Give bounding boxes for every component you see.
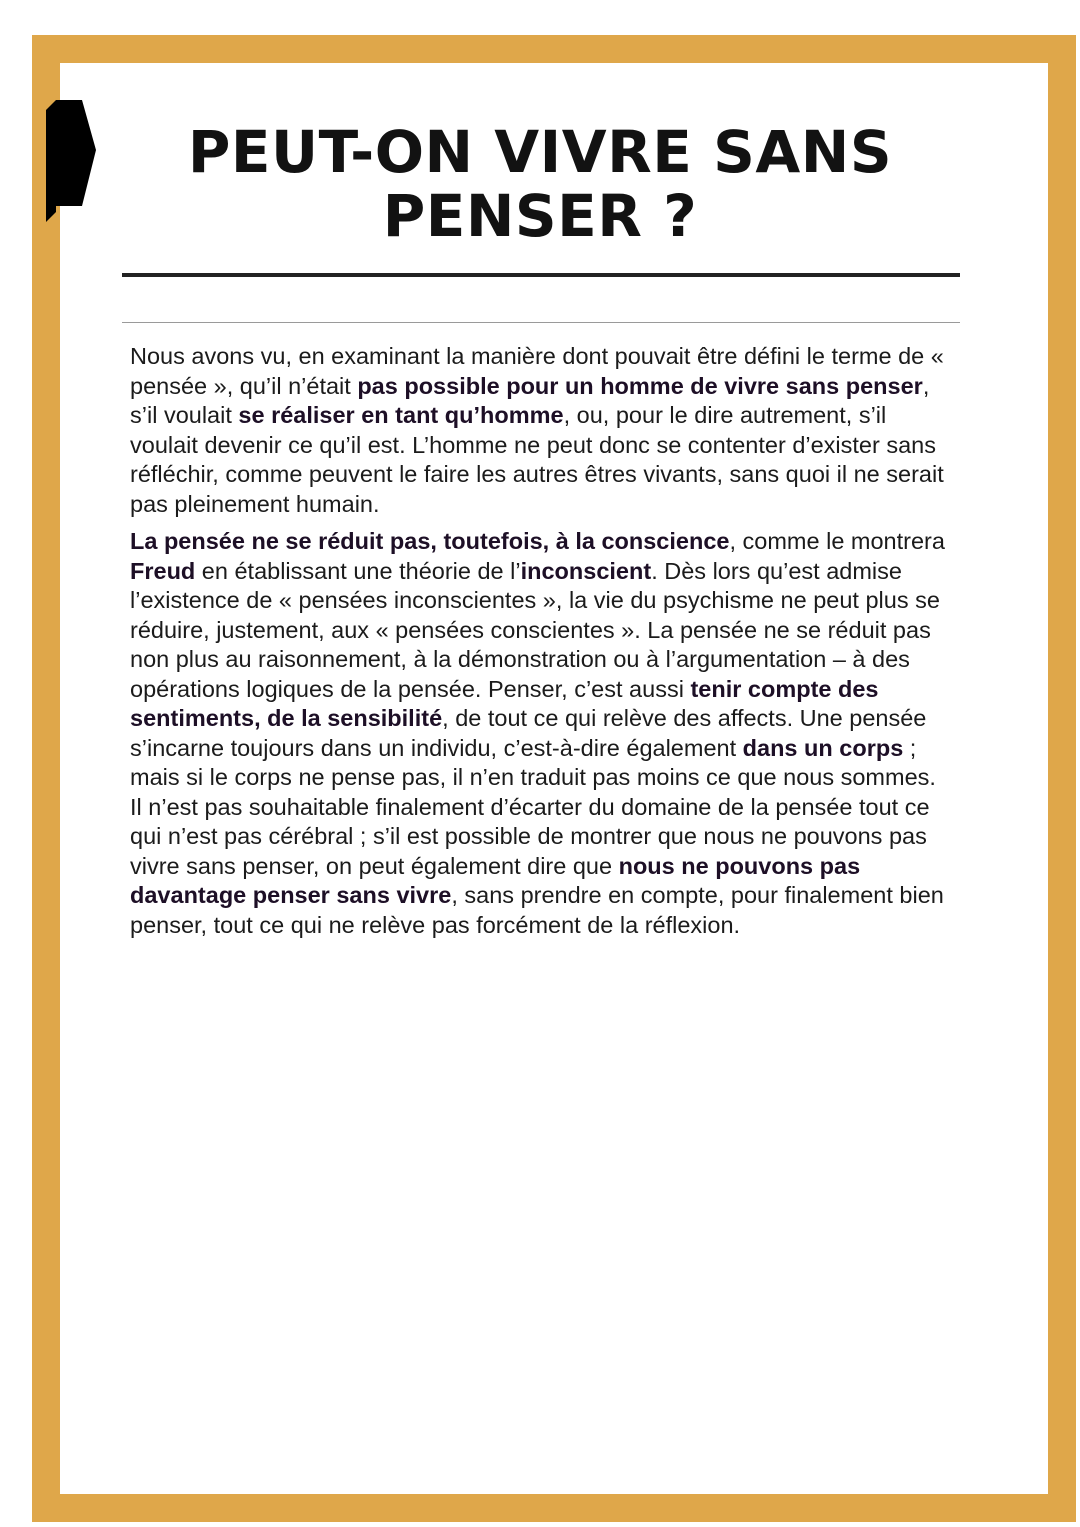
emphasis-text: tenir compte des sentiments, de la sensibilité (130, 675, 879, 731)
emphasis-text: Freud (130, 557, 196, 584)
emphasis-text: dans un corps (742, 734, 904, 761)
body-text (130, 342, 952, 948)
body-text-segment: , ou, pour le dire autrement, s’il voulait devenir ce qu’il est. L’homme ne peut donc se contenter d’exister sans réfléchir, comme peuvent le faire les autres êtres vivants, sans quoi il ne serait pas pleinement humain. (130, 402, 944, 517)
title-line-1: PEUT-ON VIVRE SANS (187, 118, 893, 186)
body-text-segment: . Dès lors qu’est admise l’existence de « pensées inconscientes », la vie du psychisme ne peut plus se réduire, justement, aux « pensées conscientes ». La pensée ne se réduit pas non plus au raisonnement, à la démonstration ou à l’argumentation – à des opérations logiques de la pensée. Penser, c’est aussi (130, 557, 940, 702)
title-divider-thin (122, 322, 960, 323)
emphasis-text: pas possible pour un homme de vivre sans penser (357, 372, 923, 399)
emphasis-text: se réaliser en tant qu’homme (238, 402, 564, 428)
body-text-segment: ; mais si le corps ne pense pas, il n’en traduit pas moins ce que nous sommes. Il n’est pas souhaitable finalement d’écarter du domaine de la pensée tout ce qui n’est pas cérébral ; s’il est possible de montrer que nous ne pouvons pas vivre sans penser, on peut également dire que (130, 734, 936, 879)
body-text-segment: , sans prendre en compte, pour finalement bien penser, tout ce qui ne relève pas forcément de la réflexion. (130, 882, 944, 938)
emphasis-text: La pensée ne se réduit pas, toutefois, à la conscience (130, 528, 730, 554)
emphasis-text: inconscient (520, 557, 652, 584)
title-line-2: PENSER ? (382, 182, 698, 250)
title-divider-thick (122, 273, 960, 277)
body-text-segment: , s’il voulait (130, 372, 930, 428)
body-text-segment: en établissant une théorie de l’ (195, 557, 521, 584)
section-marker-icon (46, 100, 96, 222)
paragraph-2 (130, 527, 952, 940)
page-title (140, 120, 940, 248)
body-text-segment: , comme le montrera (729, 528, 945, 554)
body-text-segment: , de tout ce qui relève des affects. Une pensée s’incarne toujours dans un individu, c’est-à-dire également (130, 705, 927, 761)
paragraph-1 (130, 342, 952, 519)
body-text-segment: Nous avons vu, en examinant la manière dont pouvait être défini le terme de « pensée », qu’il n’était (130, 343, 944, 399)
emphasis-text: nous ne pouvons pas davantage penser sans vivre (130, 852, 861, 908)
